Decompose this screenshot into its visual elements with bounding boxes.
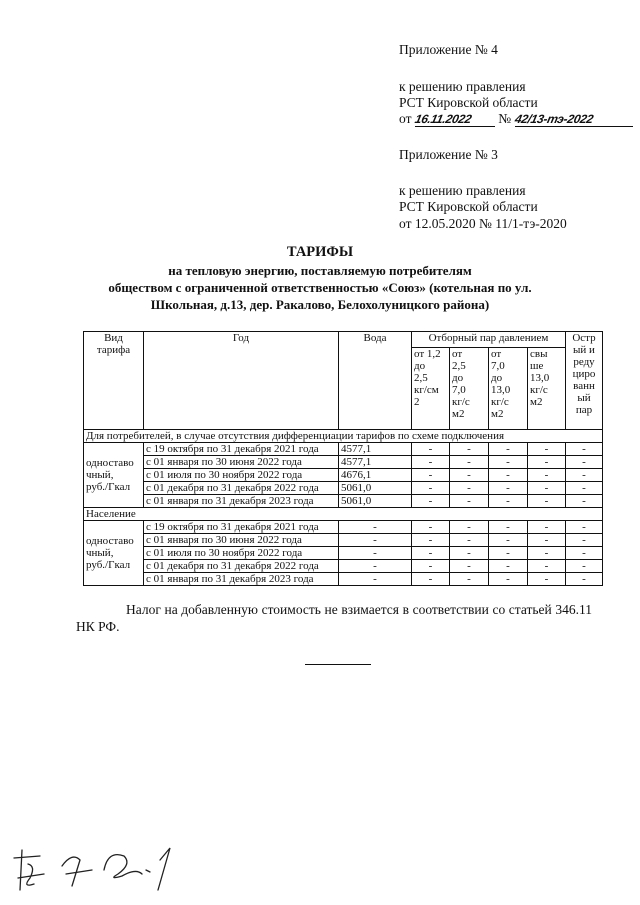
appendix-3-line3: от 12.05.2020 № 11/1-тэ-2020 [399,216,567,231]
cell-p4: - [528,547,566,560]
cell-p4: - [528,443,566,456]
cell-p1: - [412,443,450,456]
cell-p2: - [450,521,489,534]
cell-p2: - [450,547,489,560]
cell-water: - [339,534,412,547]
cell-p2: - [450,443,489,456]
cell-p1: - [412,573,450,586]
cell-p3: - [489,573,528,586]
cell-water: - [339,573,412,586]
cell-sharp: - [566,560,603,573]
cell-water: - [339,521,412,534]
cell-p4: - [528,573,566,586]
header-pressure-3: от 7,0 до 13,0 кг/с м2 [489,348,528,430]
doc-title: ТАРИФЫ [286,244,354,260]
cell-sharp: - [566,547,603,560]
cell-water: - [339,560,412,573]
cell-water: 4676,1 [339,469,412,482]
section-2-tariff-type: одноставо чный, руб./Гкал [84,521,144,586]
cell-p3: - [489,534,528,547]
cell-p2: - [450,560,489,573]
cell-p3: - [489,495,528,508]
header-pressure-4: свы ше 13,0 кг/с м2 [528,348,566,430]
appendix-3-line2: РСТ Кировской области [399,199,538,214]
cell-p2: - [450,534,489,547]
cell-p4: - [528,456,566,469]
cell-p1: - [412,482,450,495]
appendix-3-line1: к решению правления [399,183,526,198]
cell-p3: - [489,469,528,482]
cell-sharp: - [566,495,603,508]
table-row-period: с 01 января по 31 декабря 2023 года [144,495,339,508]
cell-p4: - [528,521,566,534]
table-row-period: с 01 июля по 30 ноября 2022 года [144,547,339,560]
appendix-4-title: Приложение № 4 [399,42,498,57]
cell-water: 5061,0 [339,495,412,508]
table-row-period: с 19 октября по 31 декабря 2021 года [144,443,339,456]
section-title-population: Население [84,508,603,521]
doc-subtitle-1: на тепловую энергию, поставляемую потребителям [168,263,472,278]
cell-water: 5061,0 [339,482,412,495]
header-steam: Отборный пар давлением [412,332,566,348]
vat-footnote: Налог на добавленную стоимость не взимается в соответствии со статьей 346.11 НК РФ. [76,602,592,634]
table-row-period: с 01 января по 31 декабря 2023 года [144,573,339,586]
cell-p1: - [412,521,450,534]
section-title-consumers: Для потребителей, в случае отсутствия дифференциации тарифов по схеме подключения [84,430,603,443]
cell-sharp: - [566,443,603,456]
table-row-period: с 19 октября по 31 декабря 2021 года [144,521,339,534]
cell-p3: - [489,443,528,456]
cell-p3: - [489,482,528,495]
cell-sharp: - [566,482,603,495]
appendix-3-title: Приложение № 3 [399,147,498,162]
cell-p3: - [489,456,528,469]
cell-p4: - [528,560,566,573]
cell-p2: - [450,495,489,508]
cell-p1: - [412,456,450,469]
table-row-period: с 01 июля по 30 ноября 2022 года [144,469,339,482]
cell-sharp: - [566,534,603,547]
header-tariff-type: Вид тарифа [84,332,144,430]
cell-p1: - [412,560,450,573]
cell-p2: - [450,469,489,482]
cell-sharp: - [566,573,603,586]
doc-subtitle-2: обществом с ограниченной ответственностью «Союз» (котельная по ул. [108,280,532,295]
cell-p1: - [412,495,450,508]
cell-sharp: - [566,521,603,534]
cell-water: 4577,1 [339,456,412,469]
cell-p4: - [528,469,566,482]
cell-p3: - [489,547,528,560]
cell-sharp: - [566,469,603,482]
cell-p2: - [450,456,489,469]
cell-p2: - [450,482,489,495]
cell-p3: - [489,560,528,573]
header-pressure-2: от 2,5 до 7,0 кг/с м2 [450,348,489,430]
header-water: Вода [339,332,412,430]
cell-p4: - [528,482,566,495]
tariff-table [83,331,603,586]
appendix-4-ot: от [399,111,412,126]
appendix-4-date-line [399,111,633,127]
table-row-period: с 01 января по 30 июня 2022 года [144,534,339,547]
section-1-tariff-type: одноставо чный, руб./Гкал [84,443,144,508]
header-year: Год [144,332,339,430]
cell-p4: - [528,495,566,508]
appendix-4-line2: РСТ Кировской области [399,95,538,110]
cell-p4: - [528,534,566,547]
header-sharp-steam: Остр ый и реду циро ванн ый пар [566,332,603,430]
table-row-period: с 01 декабря по 31 декабря 2022 года [144,482,339,495]
handwritten-signatures [0,830,240,900]
table-row-period: с 01 января по 30 июня 2022 года [144,456,339,469]
cell-p2: - [450,573,489,586]
closing-divider [305,664,371,665]
cell-p1: - [412,469,450,482]
table-row-period: с 01 декабря по 31 декабря 2022 года [144,560,339,573]
cell-p1: - [412,547,450,560]
cell-p3: - [489,521,528,534]
handwritten-number: 42/13-тэ-2022 [513,112,594,126]
appendix-4-line1: к решению правления [399,79,526,94]
doc-subtitle-3: Школьная, д.13, дер. Ракалово, Белохолуницкого района) [150,297,490,312]
cell-water: - [339,547,412,560]
cell-p1: - [412,534,450,547]
cell-water: 4577,1 [339,443,412,456]
handwritten-date: 16.11.2022 [413,112,473,126]
header-pressure-1: от 1,2 до 2,5 кг/см 2 [412,348,450,430]
appendix-4-no: № [498,111,512,126]
cell-sharp: - [566,456,603,469]
